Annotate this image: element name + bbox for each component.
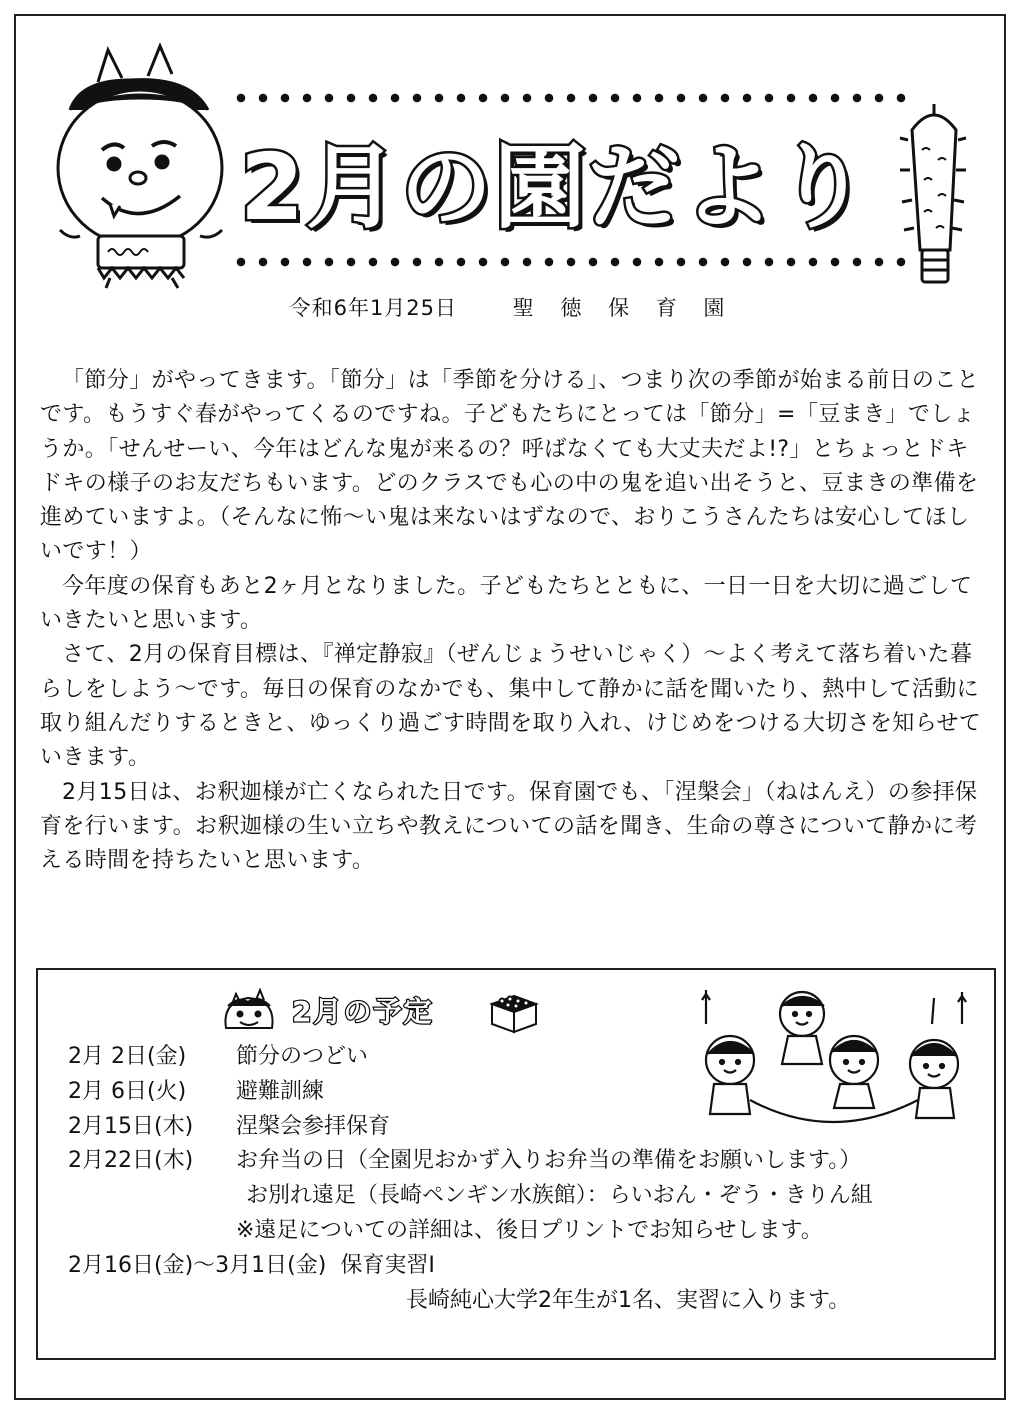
schedule-box bbox=[36, 968, 996, 1360]
paragraph: 「節分」がやってきます。「節分」は「季節を分ける」、つまり次の季節が始まる前日のことです。もうすぐ春がやってくるのですね。子どもたちにとっては「節分」=「豆まき」でしょうか。「せんせーい、今年はどんな鬼が来るの？呼ばなくても大丈夫だよ!?」とちょっとドキドキの様子のお友だちもいます。どのクラスでも心の中の鬼を追い出そうと、豆まきの準備を進めていますよ。（そんなに怖〜い鬼は来ないはずなので、おりこうさんたちは安心してほしいです！） bbox=[40, 368, 980, 565]
schedule-note: ※遠足についての詳細は、後日プリントでお知らせします。 bbox=[236, 1217, 823, 1243]
school-name: 聖 徳 保 育 園 bbox=[512, 296, 735, 320]
paragraph: さて、2月の保育目標は、『禅定静寂』（ぜんじょうせいじゃく）〜よく考えて落ち着いた暮らしをしよう〜です。毎日の保育のなかでも、集中して静かに話を聞いたり、熱中して活動に取り組んだりするときと、ゆっくり過ごす時間を取り入れ、けじめをつける大切さを知らせていきます。 bbox=[40, 642, 982, 771]
schedule-item bbox=[68, 1284, 978, 1319]
schedule-event: お弁当の日（全園児おかず入りお弁当の準備をお願いします。） bbox=[236, 1148, 862, 1174]
dotted-border-bottom bbox=[230, 256, 910, 268]
dateline bbox=[0, 292, 1024, 322]
schedule-item bbox=[68, 1179, 978, 1214]
body-text bbox=[40, 364, 990, 878]
paragraph: 今年度の保育もあと2ヶ月となりました。子どもたちとともに、一日一日を大切に過ごしていきたいと思います。 bbox=[40, 573, 973, 634]
oni-mascot-icon bbox=[40, 40, 240, 290]
schedule-header bbox=[218, 988, 558, 1034]
schedule-item bbox=[68, 1249, 978, 1284]
schedule-date: 2月16日(金)〜3月1日(金) bbox=[68, 1252, 327, 1278]
paragraph: 2月15日は、お釈迦様が亡くなられた日です。保育園でも、「涅槃会」（ねはんえ）の参拝保育を行います。お釈迦様の生い立ちや教えについての話を聞き、生命の尊さについて静かに考える時間を持ちたいと思います。 bbox=[40, 779, 978, 874]
oni-face-icon bbox=[218, 988, 280, 1034]
schedule-item bbox=[68, 1144, 978, 1179]
schedule-date: 2月 2日(金) bbox=[68, 1044, 187, 1069]
schedule-event: 避難訓練 bbox=[236, 1078, 325, 1104]
schedule-item bbox=[68, 1214, 978, 1249]
schedule-date: 2月 6日(火) bbox=[68, 1078, 187, 1104]
schedule-list bbox=[68, 1040, 978, 1318]
page-title: 2月の園だより bbox=[240, 134, 871, 241]
schedule-event: 長崎純心大学2年生が1名、実習に入ります。 bbox=[406, 1287, 851, 1313]
schedule-event: 節分のつどい bbox=[236, 1044, 369, 1069]
schedule-date: 2月15日(木) bbox=[68, 1113, 194, 1139]
schedule-item bbox=[68, 1075, 978, 1110]
header bbox=[40, 40, 990, 290]
issue-date: 令和6年1月25日 bbox=[289, 296, 458, 320]
schedule-item bbox=[68, 1110, 978, 1145]
schedule-title: 2月の予定 bbox=[292, 995, 434, 1028]
club-icon bbox=[890, 100, 980, 290]
schedule-item bbox=[68, 1040, 978, 1075]
schedule-event: 保育実習Ⅰ bbox=[340, 1252, 435, 1278]
schedule-event: 涅槃会参拝保育 bbox=[236, 1113, 391, 1139]
schedule-event: お別れ遠足（長崎ペンギン水族館）：らいおん・ぞう・きりん組 bbox=[246, 1183, 873, 1209]
dotted-border-top bbox=[230, 92, 910, 104]
schedule-date: 2月22日(木) bbox=[68, 1148, 194, 1174]
bean-box-icon bbox=[488, 990, 540, 1034]
